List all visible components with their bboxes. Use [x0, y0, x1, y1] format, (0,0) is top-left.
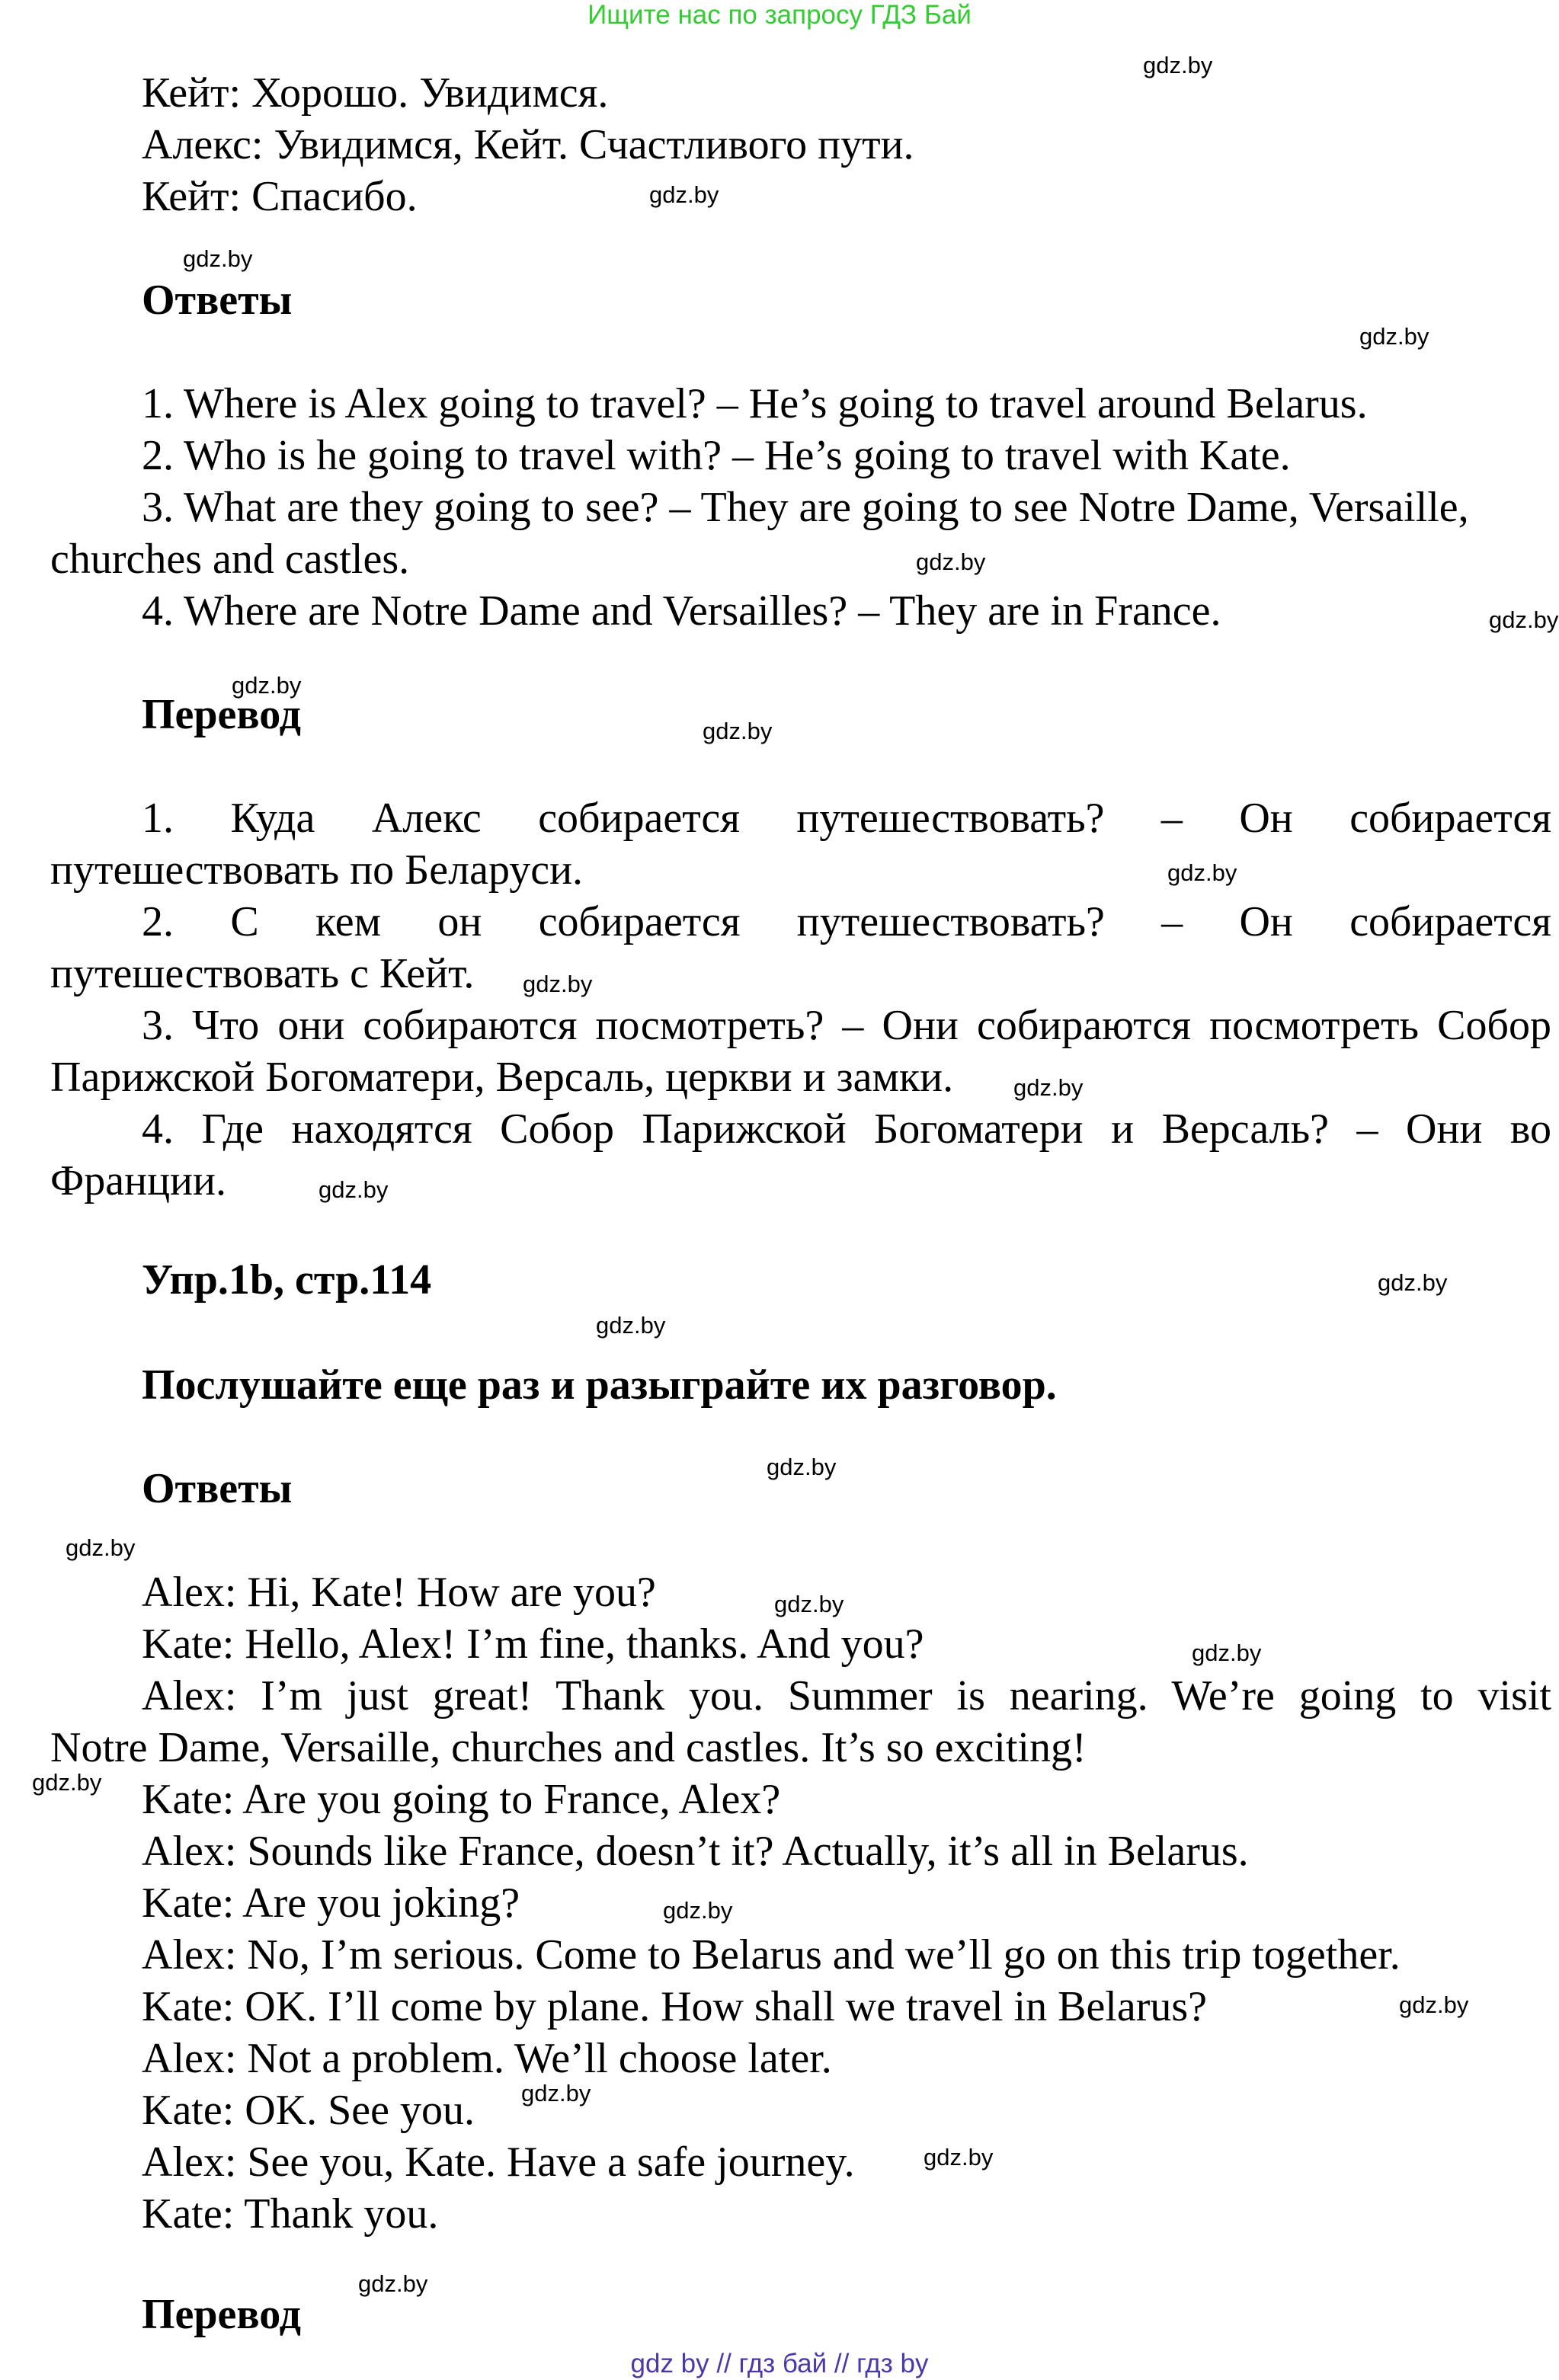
- watermark: gdz.by: [358, 2270, 428, 2297]
- exercise-title: Упр.1b, стр.114: [142, 1256, 432, 1304]
- translation-line: путешествовать с Кейт.: [50, 950, 475, 997]
- translation-line: Франции.: [50, 1157, 226, 1204]
- watermark: gdz.by: [1489, 606, 1559, 633]
- translation-line: Парижской Богоматери, Версаль, церкви и замки.: [50, 1054, 954, 1101]
- watermark: gdz.by: [66, 1534, 136, 1561]
- watermark: gdz.by: [521, 2080, 591, 2106]
- watermark: gdz.by: [32, 1769, 102, 1796]
- dialogue-line: Alex: I’m just great! Thank you. Summer is nearing. We’re going to visit: [142, 1672, 1551, 1719]
- answer-line: 4. Where are Notre Dame and Versailles? – They are in France.: [142, 587, 1221, 635]
- dialogue-line: Notre Dame, Versaille, churches and castles. It’s so exciting!: [50, 1724, 1087, 1771]
- dialogue-line: Alex: Sounds like France, doesn’t it? Actually, it’s all in Belarus.: [142, 1828, 1249, 1875]
- translation-heading: Перевод: [142, 691, 301, 738]
- translation-line: путешествовать по Беларуси.: [50, 846, 584, 894]
- watermark: gdz.by: [1359, 323, 1429, 350]
- answer-line: churches and castles.: [50, 536, 410, 583]
- watermark: gdz.by: [1192, 1639, 1262, 1666]
- watermark: gdz.by: [703, 718, 773, 744]
- dialogue-line: Kate: OK. See you.: [142, 2087, 475, 2134]
- watermark: gdz.by: [1399, 1991, 1469, 2018]
- exercise-answers-heading: Ответы: [142, 1465, 293, 1512]
- watermark: gdz.by: [774, 1591, 844, 1617]
- answer-line: 1. Where is Alex going to travel? – He’s going to travel around Belarus.: [142, 380, 1368, 427]
- dialogue-line: Alex: Hi, Kate! How are you?: [142, 1569, 656, 1616]
- watermark: gdz.by: [596, 1312, 666, 1339]
- watermark: gdz.by: [523, 971, 593, 997]
- dialogue-line: Kate: Hello, Alex! I’m fine, thanks. And you?: [142, 1620, 924, 1668]
- answer-line: 2. Who is he going to travel with? – He’s going to travel with Kate.: [142, 432, 1291, 479]
- dialogue-line: Kate: Are you joking?: [142, 1879, 520, 1927]
- answers-heading: Ответы: [142, 277, 293, 324]
- translation-line: 3. Что они собираются посмотреть? – Они собираются посмотреть Собор: [142, 1002, 1551, 1049]
- watermark: gdz.by: [663, 1897, 733, 1924]
- dialogue-line: Кейт: Хорошо. Увидимся.: [142, 69, 609, 117]
- footer-links[interactable]: gdz by // гдз бай // гдз by: [630, 2349, 929, 2378]
- watermark: gdz.by: [767, 1454, 837, 1480]
- translation-line: 4. Где находятся Собор Парижской Богоматери и Версаль? – Они во: [142, 1105, 1551, 1153]
- dialogue-line: Kate: Are you going to France, Alex?: [142, 1776, 781, 1823]
- dialogue-line: Алекс: Увидимся, Кейт. Счастливого пути.: [142, 121, 914, 168]
- dialogue-line: Kate: Thank you.: [142, 2190, 439, 2238]
- watermark: gdz.by: [1378, 1269, 1448, 1296]
- watermark: gdz.by: [1167, 859, 1237, 886]
- watermark: gdz.by: [232, 672, 302, 699]
- dialogue-line: Кейт: Спасибо.: [142, 173, 418, 220]
- watermark: gdz.by: [916, 549, 986, 575]
- exercise-task: Послушайте еще раз и разыграйте их разговор.: [142, 1361, 1057, 1409]
- dialogue-line: Kate: OK. I’ll come by plane. How shall we travel in Belarus?: [142, 1983, 1208, 2030]
- translation-line: 1. Куда Алекс собирается путешествовать? – Он собирается: [142, 795, 1551, 842]
- search-banner[interactable]: Ищите нас по запросу ГДЗ Бай: [587, 0, 972, 30]
- watermark: gdz.by: [183, 245, 253, 272]
- dialogue-line: Alex: No, I’m serious. Come to Belarus and we’ll go on this trip together.: [142, 1931, 1401, 1979]
- watermark: gdz.by: [1143, 52, 1213, 78]
- translation-line: 2. С кем он собирается путешествовать? – Он собирается: [142, 898, 1551, 945]
- watermark: gdz.by: [1013, 1074, 1084, 1101]
- watermark: gdz.by: [319, 1176, 389, 1203]
- watermark: gdz.by: [649, 181, 719, 208]
- watermark: gdz.by: [924, 2144, 994, 2170]
- dialogue-line: Alex: See you, Kate. Have a safe journey.: [142, 2138, 855, 2186]
- answer-line: 3. What are they going to see? – They are going to see Notre Dame, Versaille,: [142, 484, 1469, 531]
- exercise-translation-heading: Перевод: [142, 2291, 301, 2338]
- dialogue-line: Alex: Not a problem. We’ll choose later.: [142, 2035, 832, 2082]
